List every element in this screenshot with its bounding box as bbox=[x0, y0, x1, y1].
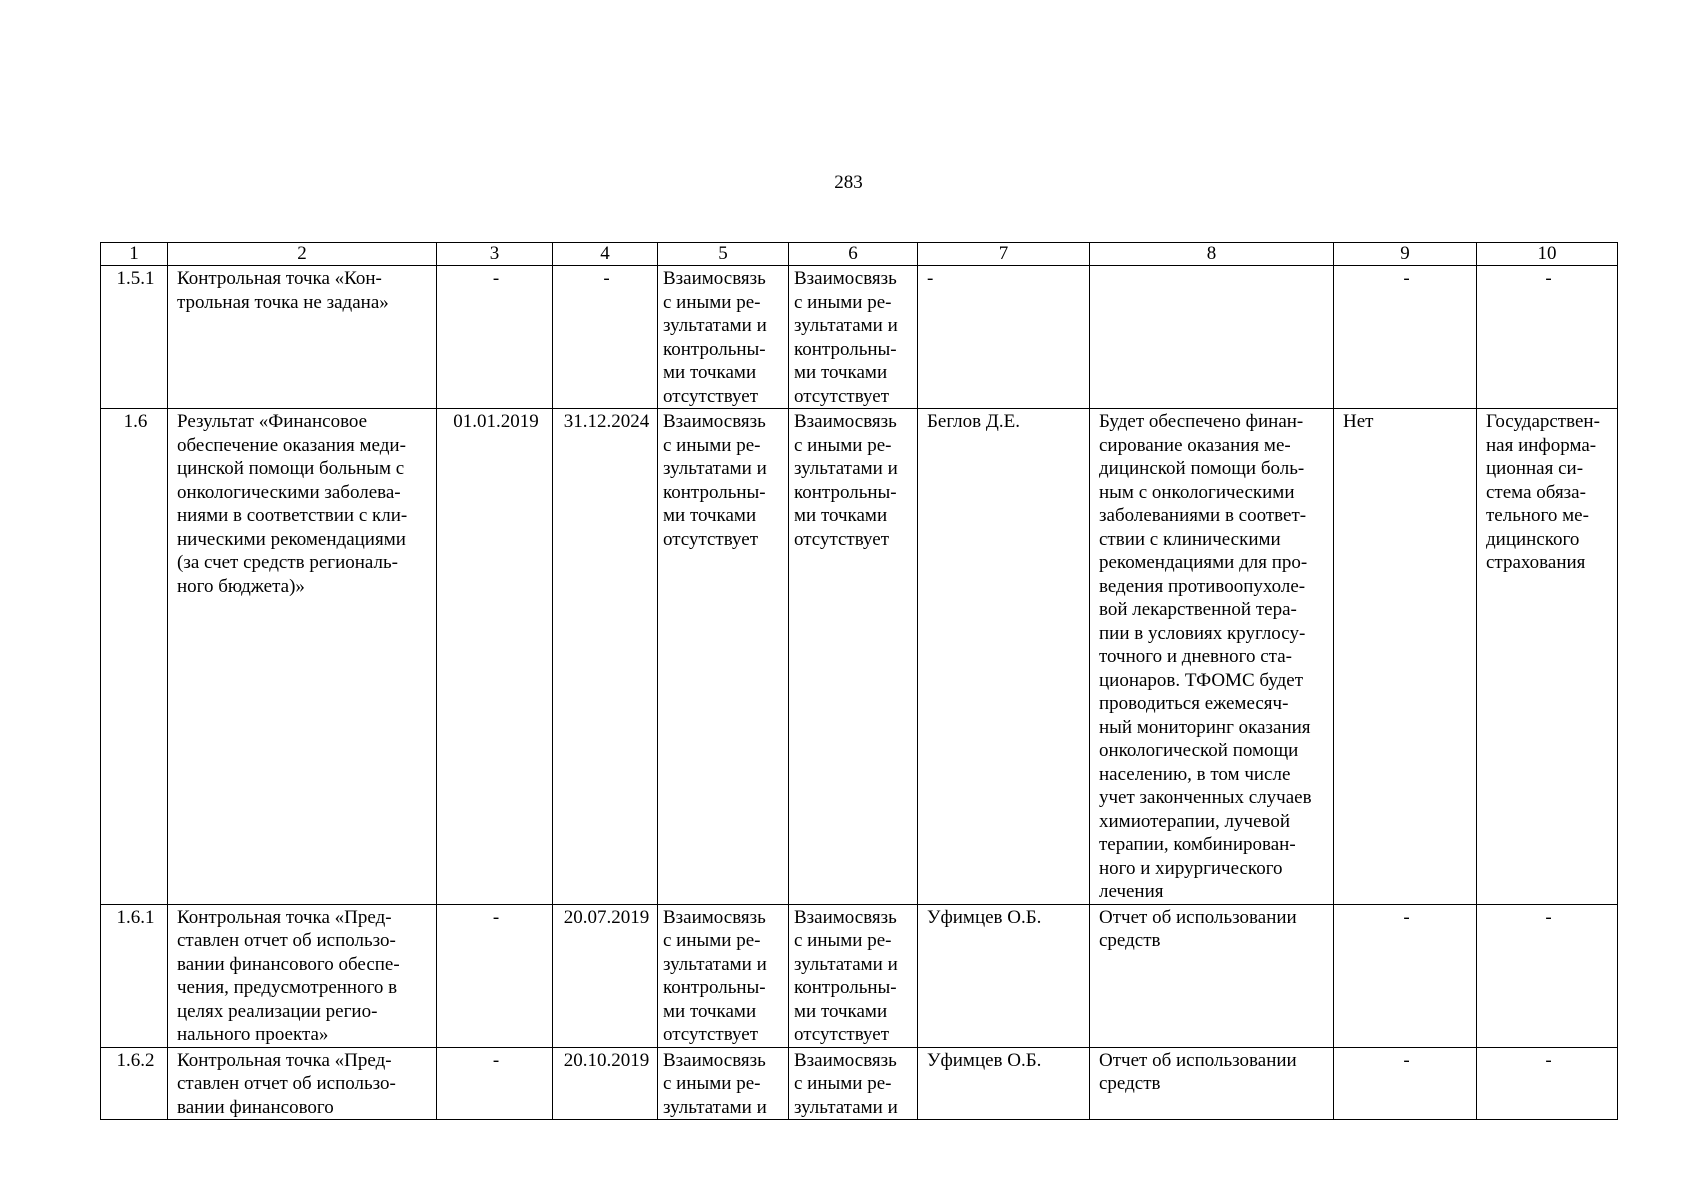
row-link-next: Взаимосвязь с иными ре- зультатами и контрольны- ми точками отсутствует bbox=[789, 409, 918, 905]
column-header: 2 bbox=[168, 243, 437, 266]
column-header: 1 bbox=[101, 243, 168, 266]
row-description: Будет обеспечено финан- сирование оказания ме- дицинской помощи боль- ным с онкологическими заболеваниями в соответ- ствии с клиническими рекомендациями для про- ведения противоопухоле- вой лекарственной тера- пии в условиях круглосу- точного и дневного ста- ционаров. ТФОМС будет проводиться ежемесяч- ный мониторинг оказания онкологической помощи населению, в том числе учет законченных случаев химиотерапии, лучевой терапии, комбинирован- ного и хирургического лечения bbox=[1090, 409, 1334, 905]
row-link-next: Взаимосвязь с иными ре- зультатами и контрольны- ми точками отсутствует bbox=[789, 266, 918, 409]
row-flag: - bbox=[1334, 1047, 1477, 1120]
row-link-previous: Взаимосвязь с иными ре- зультатами и контрольны- ми точками отсутствует bbox=[658, 904, 789, 1047]
row-number: 1.6 bbox=[101, 409, 168, 905]
row-description: Отчет об использовании средств bbox=[1090, 904, 1334, 1047]
column-header: 5 bbox=[658, 243, 789, 266]
table-row bbox=[101, 904, 1618, 1047]
row-info-system: - bbox=[1477, 1047, 1618, 1120]
row-description: Отчет об использовании средств bbox=[1090, 1047, 1334, 1120]
column-header: 7 bbox=[918, 243, 1090, 266]
column-header: 4 bbox=[553, 243, 658, 266]
row-responsible: Уфимцев О.Б. bbox=[918, 1047, 1090, 1120]
row-responsible: Уфимцев О.Б. bbox=[918, 904, 1090, 1047]
row-end-date: 20.07.2019 bbox=[553, 904, 658, 1047]
row-description bbox=[1090, 266, 1334, 409]
row-number: 1.5.1 bbox=[101, 266, 168, 409]
row-name: Результат «Финансовое обеспечение оказания меди- цинской помощи больным с онкологическими заболева- ниями в соответствии с кли- ническими рекомендациями (за счет средств региональ- ного бюджета)» bbox=[168, 409, 437, 905]
row-start-date: - bbox=[437, 904, 553, 1047]
row-end-date: - bbox=[553, 266, 658, 409]
row-flag: - bbox=[1334, 266, 1477, 409]
row-start-date: - bbox=[437, 1047, 553, 1120]
row-info-system: Государствен- ная информа- ционная си- стема обяза- тельного ме- дицинского страхования bbox=[1477, 409, 1618, 905]
table-row bbox=[101, 266, 1618, 409]
row-flag: - bbox=[1334, 904, 1477, 1047]
row-name: Контрольная точка «Пред- ставлен отчет об использо- вании финансового bbox=[168, 1047, 437, 1120]
column-header: 8 bbox=[1090, 243, 1334, 266]
row-start-date: 01.01.2019 bbox=[437, 409, 553, 905]
row-number: 1.6.1 bbox=[101, 904, 168, 1047]
row-end-date: 20.10.2019 bbox=[553, 1047, 658, 1120]
table-row bbox=[101, 409, 1618, 905]
column-header: 3 bbox=[437, 243, 553, 266]
row-link-previous: Взаимосвязь с иными ре- зультатами и контрольны- ми точками отсутствует bbox=[658, 409, 789, 905]
column-header: 6 bbox=[789, 243, 918, 266]
row-link-previous: Взаимосвязь с иными ре- зультатами и bbox=[658, 1047, 789, 1120]
row-responsible: Беглов Д.Е. bbox=[918, 409, 1090, 905]
row-link-next: Взаимосвязь с иными ре- зультатами и контрольны- ми точками отсутствует bbox=[789, 904, 918, 1047]
row-name: Контрольная точка «Кон- трольная точка не задана» bbox=[168, 266, 437, 409]
row-flag: Нет bbox=[1334, 409, 1477, 905]
table-body bbox=[101, 266, 1618, 1120]
row-info-system: - bbox=[1477, 266, 1618, 409]
column-header: 10 bbox=[1477, 243, 1618, 266]
row-start-date: - bbox=[437, 266, 553, 409]
column-header: 9 bbox=[1334, 243, 1477, 266]
row-number: 1.6.2 bbox=[101, 1047, 168, 1120]
page-number: 283 bbox=[834, 172, 863, 193]
row-link-next: Взаимосвязь с иными ре- зультатами и bbox=[789, 1047, 918, 1120]
row-name: Контрольная точка «Пред- ставлен отчет об использо- вании финансового обеспе- чения, предусмотренного в целях реализации регио- нального проекта» bbox=[168, 904, 437, 1047]
row-info-system: - bbox=[1477, 904, 1618, 1047]
control-points-table bbox=[100, 242, 1618, 1120]
table-header bbox=[101, 243, 1618, 266]
table-row bbox=[101, 1047, 1618, 1120]
row-end-date: 31.12.2024 bbox=[553, 409, 658, 905]
row-link-previous: Взаимосвязь с иными ре- зультатами и контрольны- ми точками отсутствует bbox=[658, 266, 789, 409]
header-row bbox=[101, 243, 1618, 266]
row-responsible: - bbox=[918, 266, 1090, 409]
